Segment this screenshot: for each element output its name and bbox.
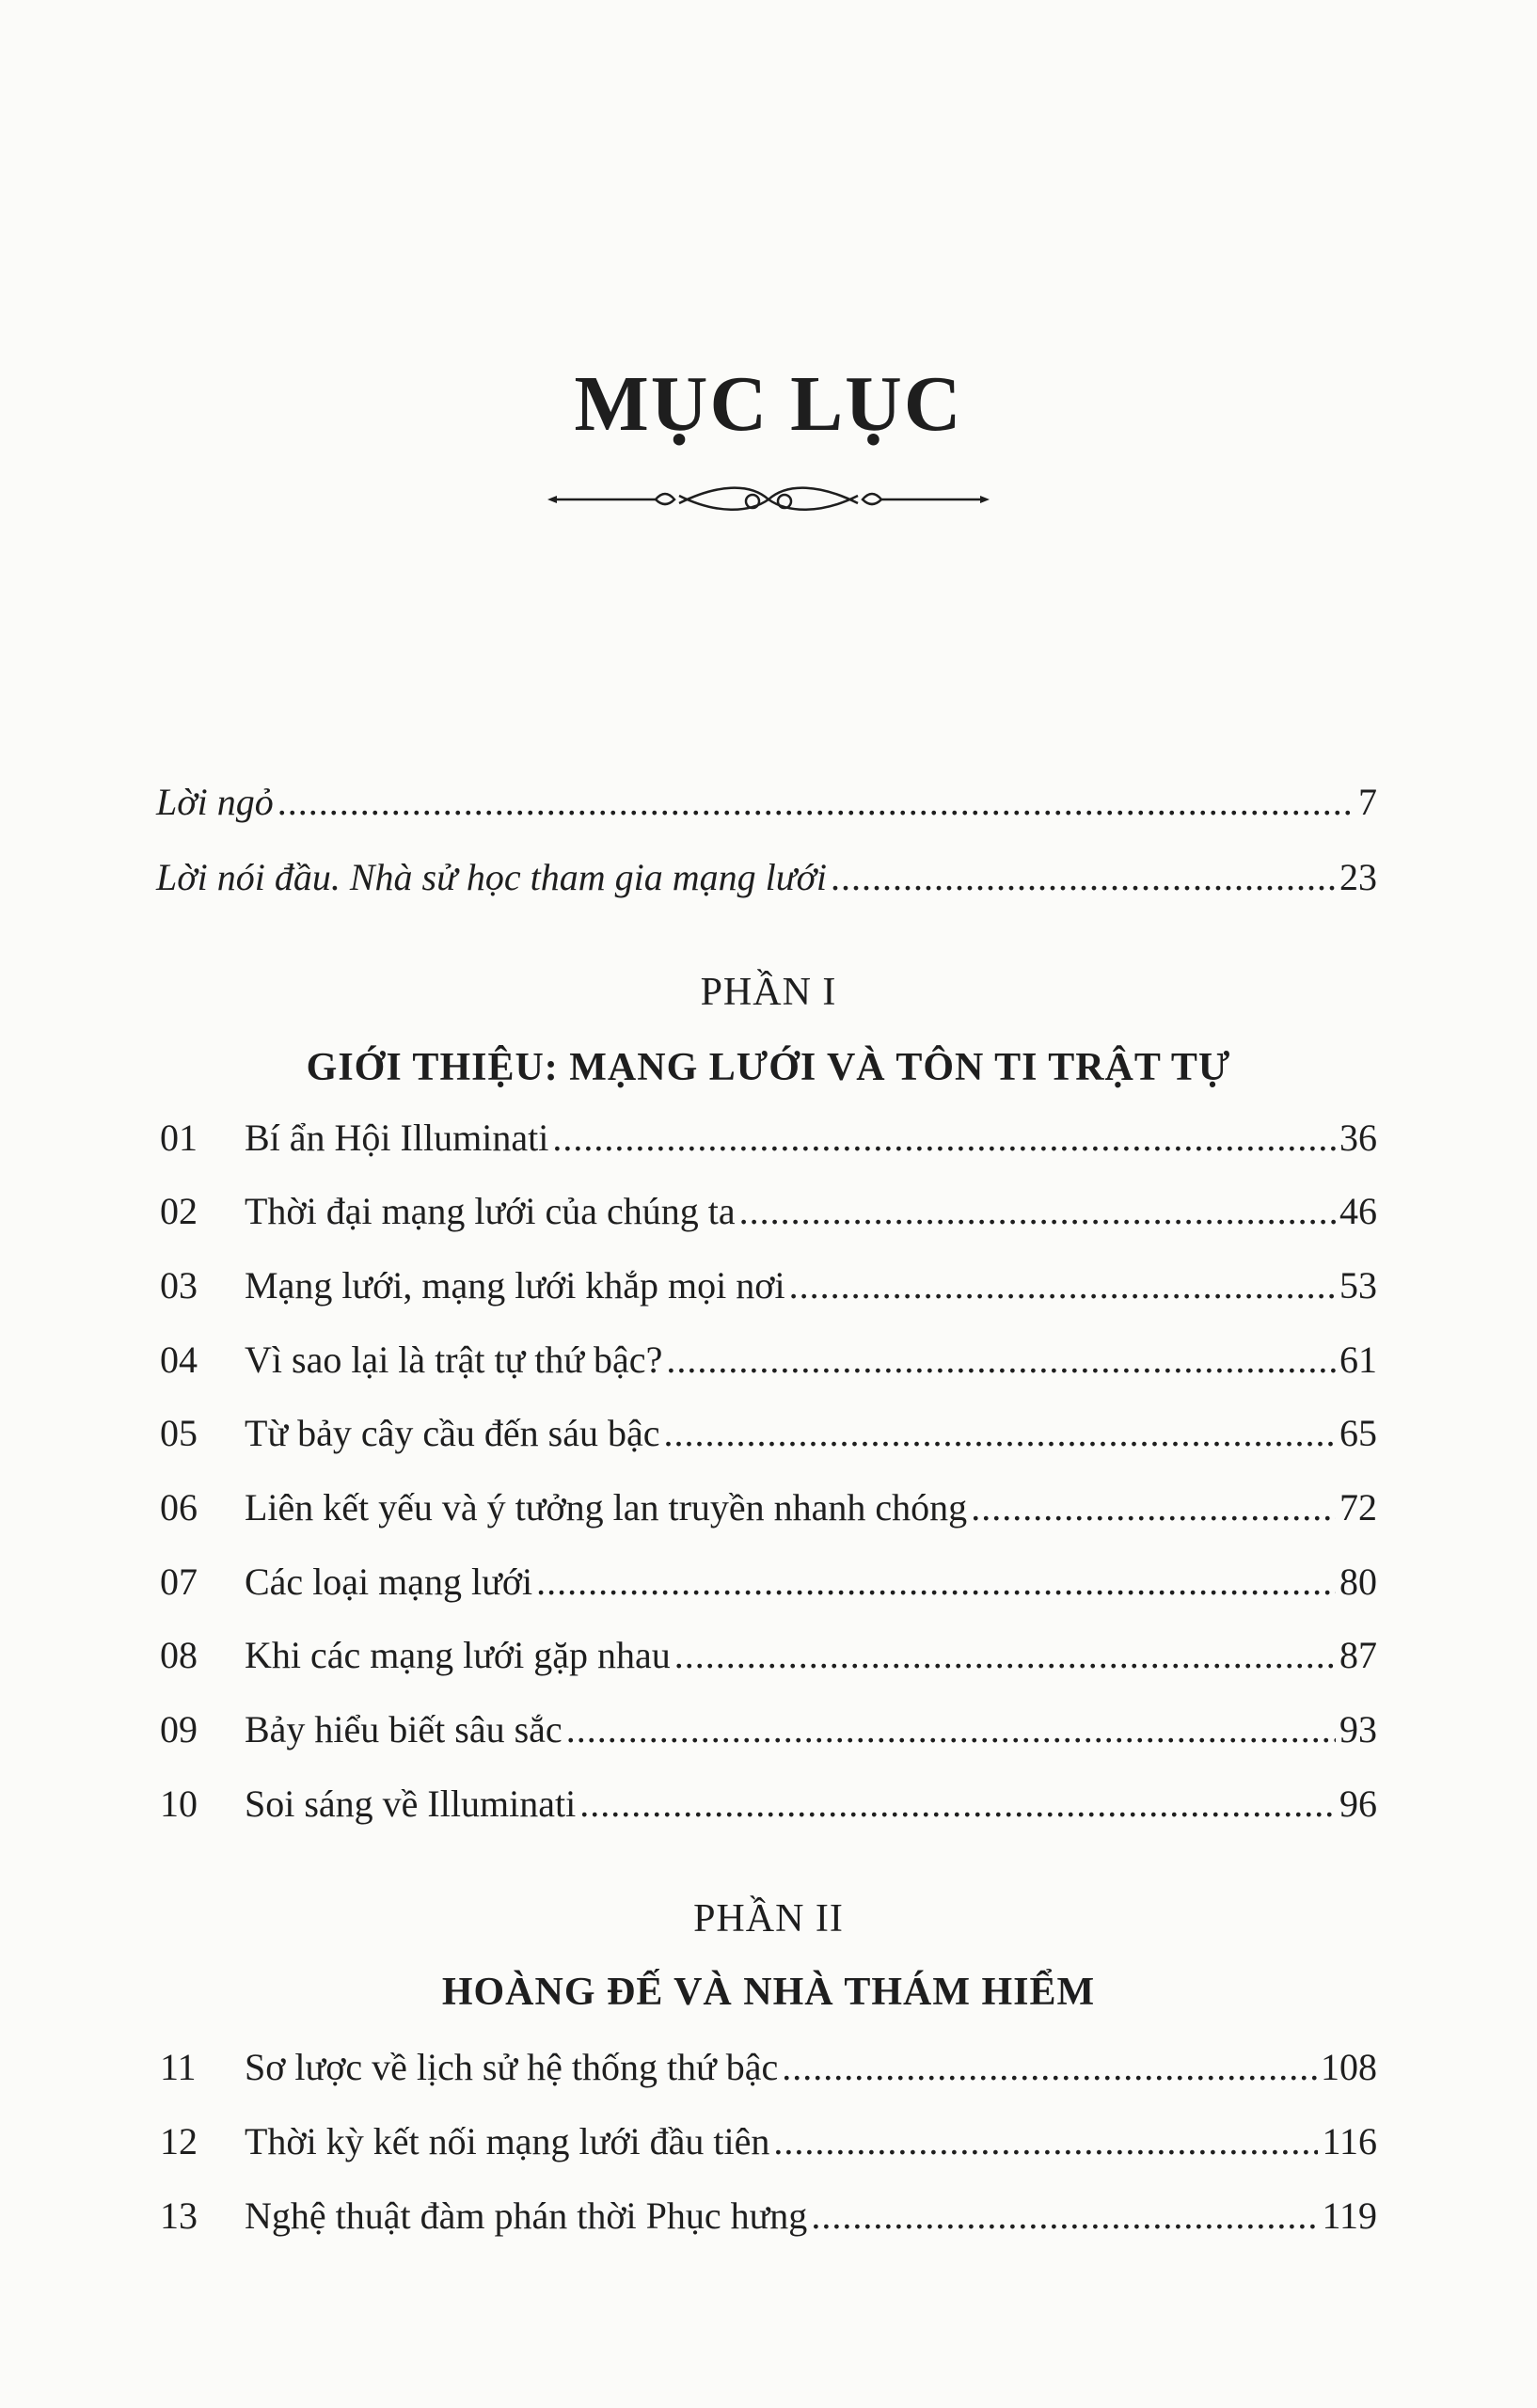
chapter-number: 01 [160,1117,198,1159]
dot-leader [789,1253,1336,1319]
entry-page: 116 [1322,2120,1377,2162]
entry-page: 108 [1321,2046,1377,2088]
part-1-label: PHẦN I [700,971,837,1014]
entry-title: Soi sáng về Illuminati [245,1782,577,1825]
entry-title: Liên kết yếu và ý tưởng lan truyền nhanh chóng [245,1486,968,1529]
entry-page: 65 [1339,1412,1377,1454]
entry-title: Vì sao lại là trật tự thứ bậc? [245,1339,663,1381]
entry-page: 80 [1339,1560,1377,1603]
entry-title: Sơ lược về lịch sử hệ thống thứ bậc [245,2046,779,2088]
dot-leader [566,1697,1336,1763]
chapter-number: 11 [160,2046,197,2088]
dot-leader [536,1549,1336,1615]
dot-leader [674,1623,1336,1688]
dot-leader [811,2183,1318,2249]
entry-page: 96 [1339,1782,1377,1825]
entry-title: Từ bảy cây cầu đến sáu bậc [245,1412,660,1454]
chapter-number: 08 [160,1634,198,1676]
toc-entry [0,1105,1537,1171]
entry-page: 119 [1322,2194,1377,2237]
toc-entry [0,1179,1537,1244]
chapter-number: 05 [160,1412,198,1454]
entry-title: Thời kỳ kết nối mạng lưới đầu tiên [245,2120,770,2162]
part-2-title: HOÀNG ĐẾ VÀ NHÀ THÁM HIỂM [441,1971,1096,2014]
entry-title: Bảy hiểu biết sâu sắc [245,1708,563,1751]
dot-leader [773,2109,1318,2175]
toc-entry [0,1401,1537,1466]
chapter-number: 10 [160,1782,198,1825]
entry-page: 72 [1339,1486,1377,1529]
page-title: MỤC LỤC [574,360,963,448]
part-2-label: PHẦN II [693,1897,844,1941]
chapter-number: 02 [160,1190,198,1232]
toc-entry [0,1697,1537,1763]
dot-leader [663,1401,1336,1466]
chapter-number: 12 [160,2120,198,2162]
chapter-number: 03 [160,1264,198,1307]
dot-leader [971,1475,1336,1541]
toc-entry [0,1771,1537,1837]
toc-entry [0,1253,1537,1319]
entry-page: 53 [1339,1264,1377,1307]
entry-title: Các loại mạng lưới [245,1560,533,1603]
dot-leader [782,2035,1317,2100]
chapter-number: 07 [160,1560,198,1603]
chapter-number: 09 [160,1708,198,1751]
entry-title: Khi các mạng lưới gặp nhau [245,1634,671,1676]
dot-leader [739,1179,1336,1244]
entry-page: 23 [1339,856,1377,898]
dot-leader [277,769,1355,835]
entry-title: Nghệ thuật đàm phán thời Phục hưng [245,2194,808,2237]
entry-page: 93 [1339,1708,1377,1751]
entry-title: Mạng lưới, mạng lưới khắp mọi nơi [245,1264,785,1307]
toc-entry [0,1549,1537,1615]
toc-entry [0,2109,1537,2175]
toc-entry [0,2035,1537,2100]
toc-entry [0,1623,1537,1688]
entry-title: Lời ngỏ [156,781,274,823]
dot-leader [579,1771,1336,1837]
entry-title: Bí ẩn Hội Illuminati [245,1117,549,1159]
entry-title: Lời nói đầu. Nhà sử học tham gia mạng lưới [156,856,828,898]
flourish-divider-icon [547,475,990,522]
toc-entry [0,2183,1537,2249]
entry-page: 7 [1358,781,1377,823]
toc-entry [0,1327,1537,1393]
dot-leader [552,1105,1336,1171]
toc-entry-foreword [0,845,1537,911]
chapter-number: 04 [160,1339,198,1381]
chapter-number: 06 [160,1486,198,1529]
toc-entry [0,1475,1537,1541]
dot-leader [666,1327,1336,1393]
entry-page: 87 [1339,1634,1377,1676]
part-1-title: GIỚI THIỆU: MẠNG LƯỚI VÀ TÔN TI TRẬT TỰ [306,1046,1231,1089]
chapter-number: 13 [160,2194,198,2237]
entry-page: 46 [1339,1190,1377,1232]
entry-title: Thời đại mạng lưới của chúng ta [245,1190,736,1232]
dot-leader [831,845,1336,911]
entry-page: 61 [1339,1339,1377,1381]
toc-entry-preface [0,769,1537,835]
entry-page: 36 [1339,1117,1377,1159]
